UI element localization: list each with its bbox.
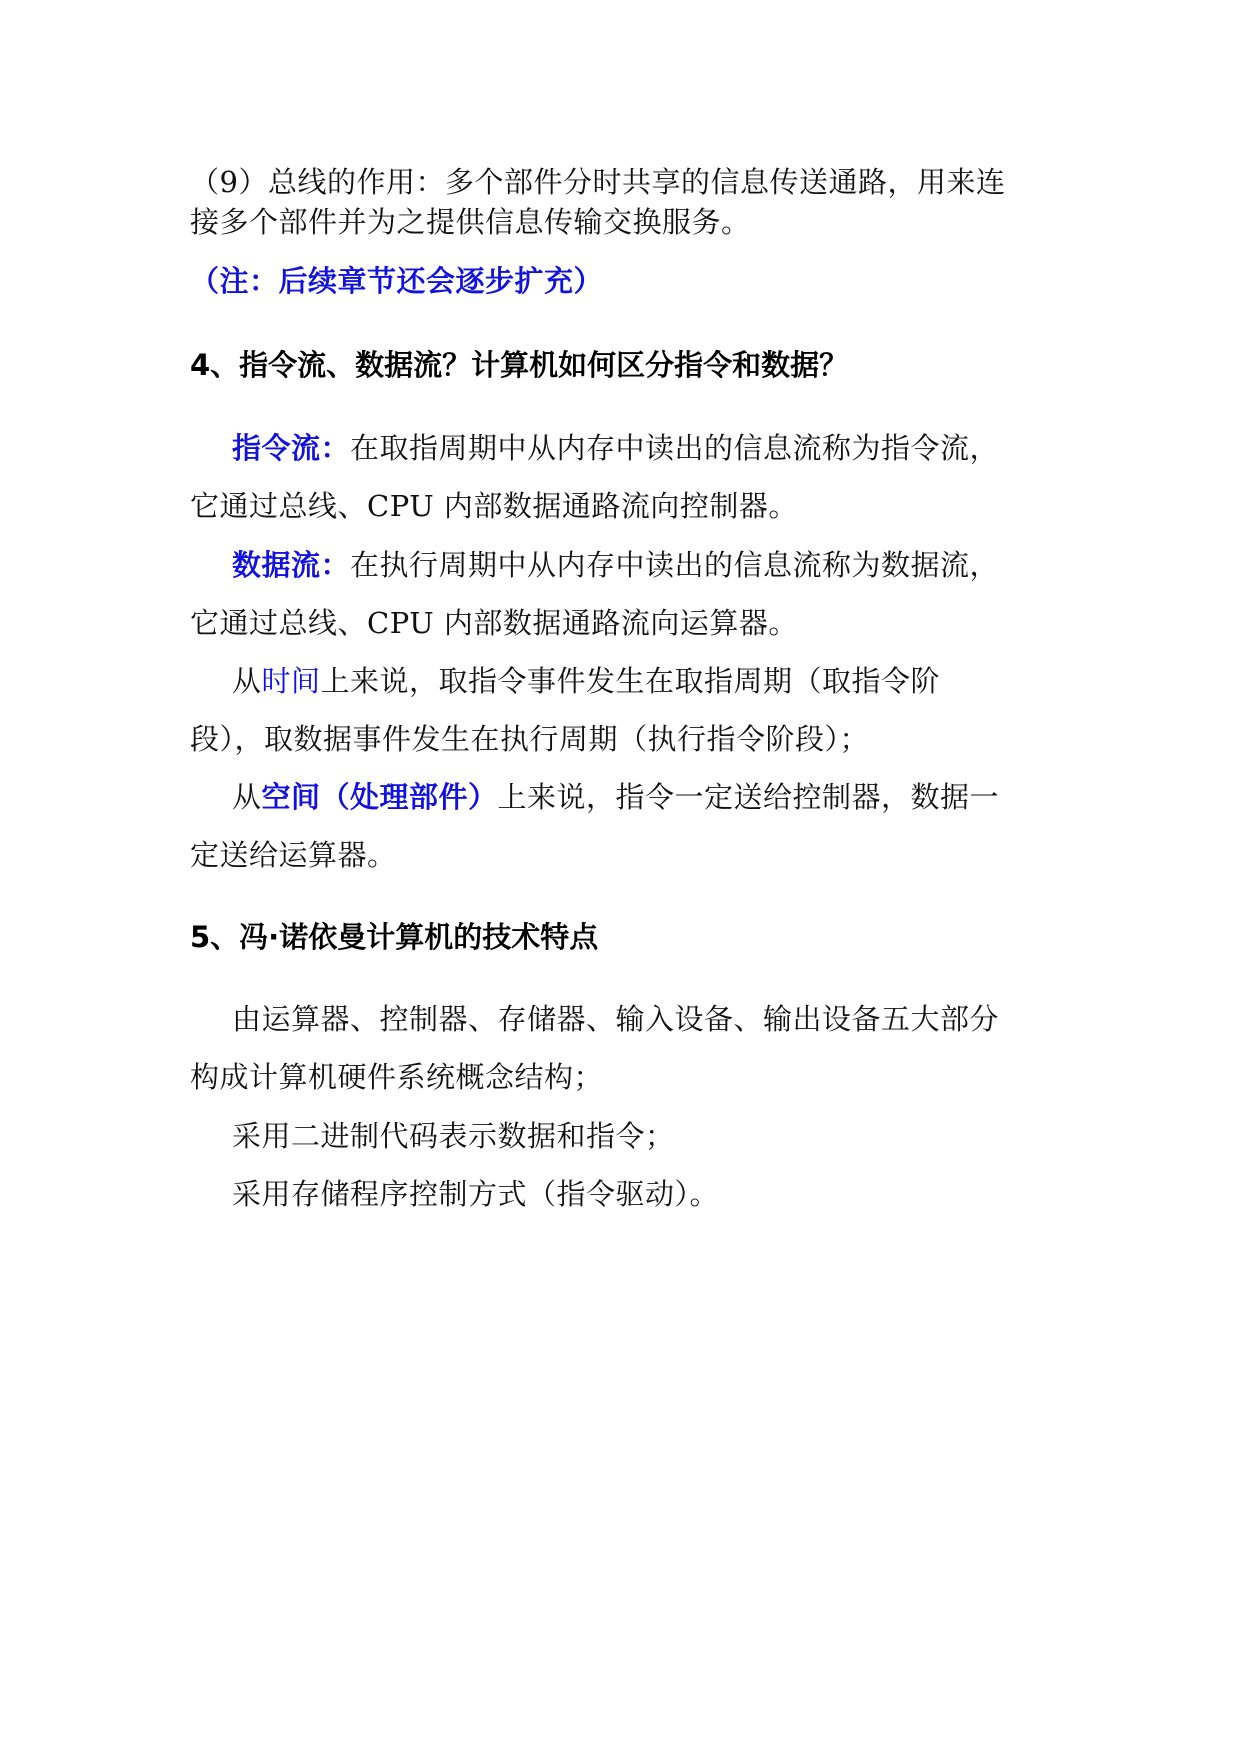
von-neumann-line-2: 构成计算机硬件系统概念结构； [190,1060,604,1094]
space-text-2: 定送给运算器。 [190,838,397,872]
note-text: （注：后续章节还会逐步扩充） [190,264,604,298]
space-prefix: 从 [232,780,262,814]
data-flow-paragraph [232,545,999,585]
instruction-flow-paragraph [232,428,999,468]
section-4-heading: 4、指令流、数据流？计算机如何区分指令和数据？ [190,348,849,382]
instruction-flow-label: 指令流： [232,431,351,465]
section-5-heading: 5、冯·诺依曼计算机的技术特点 [190,920,599,954]
data-flow-text-1: 在执行周期中从内存中读出的信息流称为数据流， [350,548,1000,582]
data-flow-text-2: 它通过总线、CPU 内部数据通路流向运算器。 [190,606,798,640]
time-text-2: 段），取数据事件发生在执行周期（执行指令阶段）； [190,722,870,756]
time-paragraph [232,661,940,701]
space-text-1: 上来说，指令一定送给控制器，数据一 [497,780,1000,814]
bus-function-line-1: （9）总线的作用：多个部件分时共享的信息传送通路，用来连 [190,165,1006,199]
space-paragraph [232,777,999,817]
bus-function-line-2: 接多个部件并为之提供信息传输交换服务。 [190,205,751,239]
data-flow-label: 数据流： [232,548,351,582]
instruction-flow-text-1: 在取指周期中从内存中读出的信息流称为指令流， [350,431,1000,465]
space-keyword: 空间（处理部件） [261,780,498,814]
von-neumann-stored-program: 采用存储程序控制方式（指令驱动）。 [232,1177,720,1211]
time-prefix: 从 [232,664,262,698]
time-keyword: 时间 [261,664,321,698]
instruction-flow-text-2: 它通过总线、CPU 内部数据通路流向控制器。 [190,489,798,523]
time-text-1: 上来说，取指令事件发生在取指周期（取指令阶 [320,664,941,698]
von-neumann-line-1: 由运算器、控制器、存储器、输入设备、输出设备五大部分 [232,1002,1000,1036]
von-neumann-binary: 采用二进制代码表示数据和指令； [232,1119,675,1153]
